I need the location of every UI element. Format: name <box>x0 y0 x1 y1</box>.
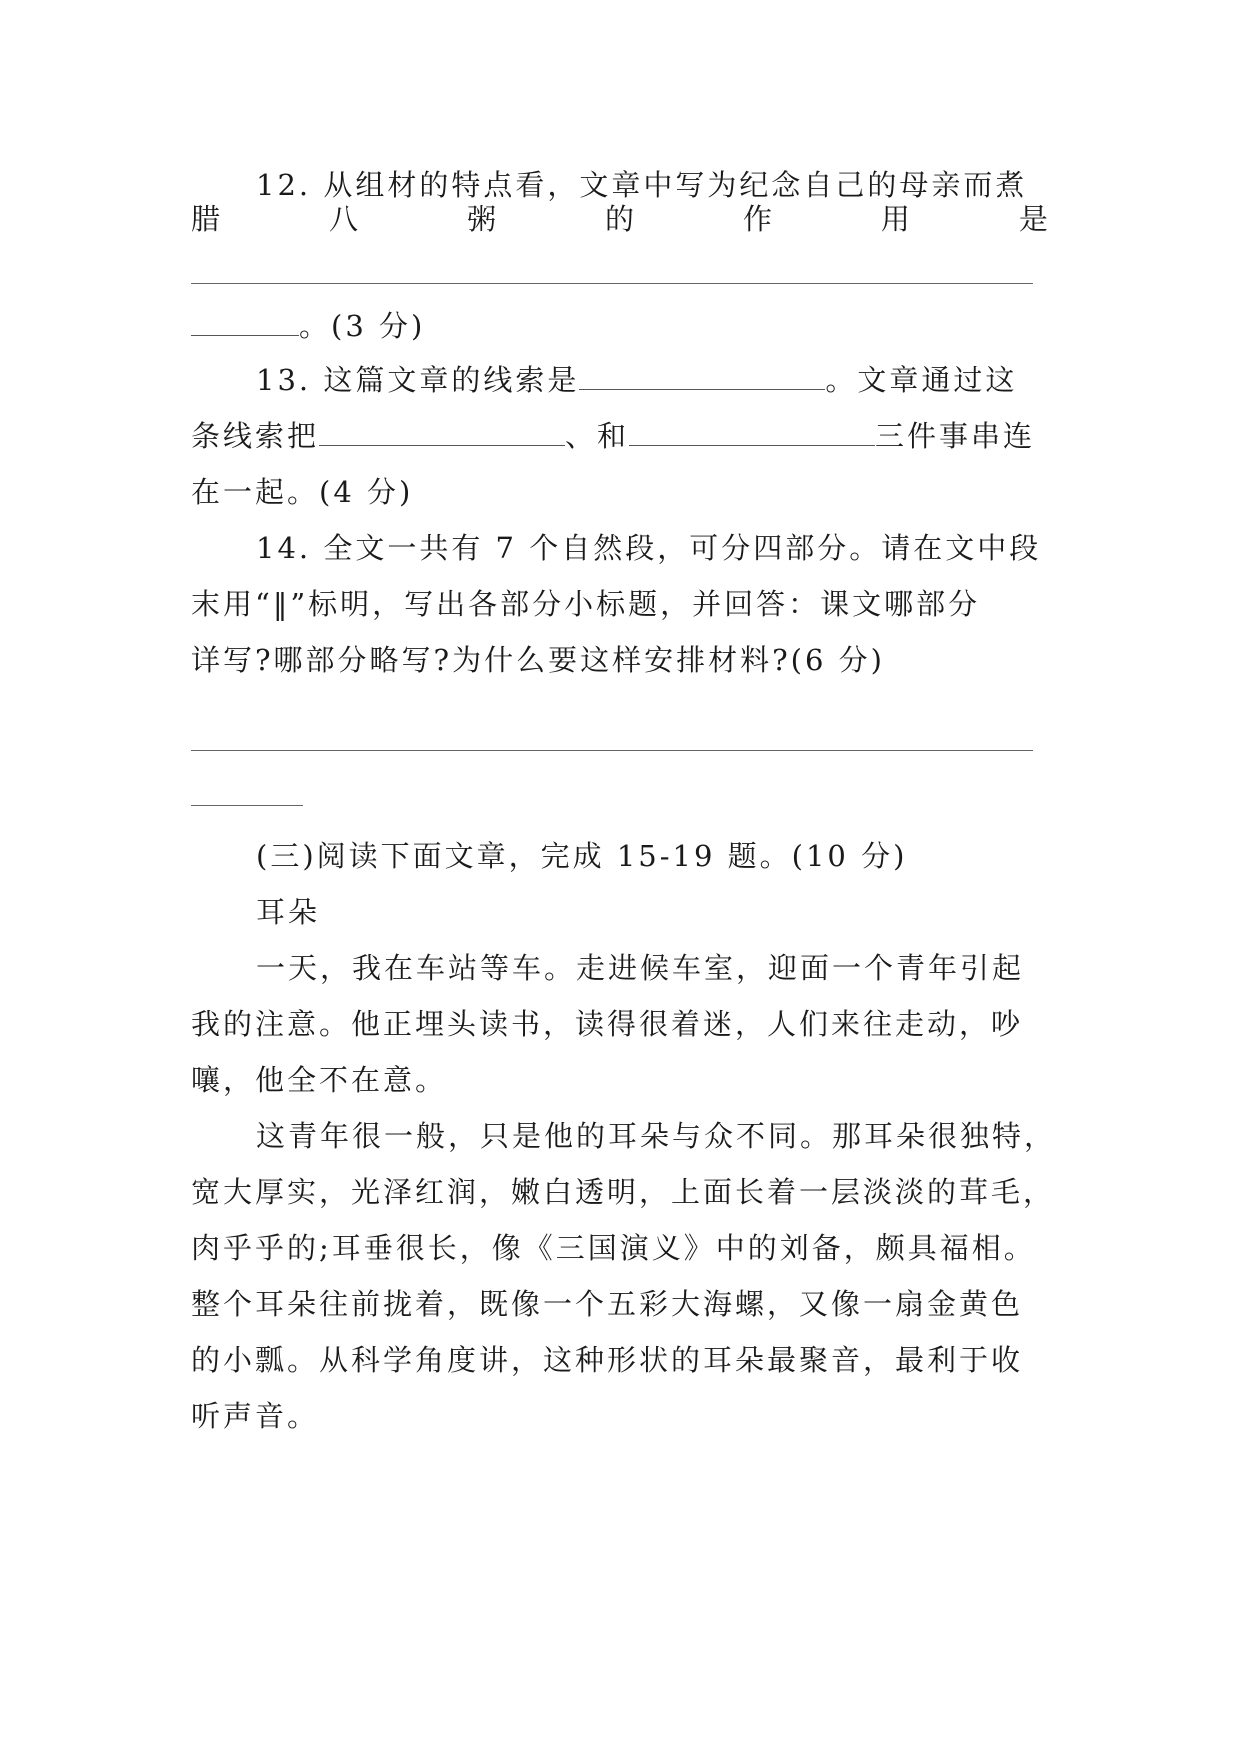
q12-char: 的 <box>604 202 637 236</box>
q13-text-c: 条线索把 <box>191 419 320 453</box>
q12-char: 粥 <box>466 202 499 236</box>
q13-line-3: 在一起。(4 分) <box>191 475 414 509</box>
q12-char: 作 <box>742 202 775 236</box>
paragraph-2-line: 肉乎乎的;耳垂很长，像《三国演义》中的刘备，颇具福相。 <box>191 1231 1036 1265</box>
q12-char: 八 <box>328 202 361 236</box>
q12-line-4 <box>191 306 1051 346</box>
q13-text-d: 、和 <box>565 419 630 453</box>
q14-answer-line-2[interactable] <box>191 805 303 806</box>
q13-text-b: 。文章通过这 <box>825 363 1018 397</box>
q13-clue-blank[interactable] <box>579 363 825 390</box>
q13-event-blank-2[interactable] <box>629 419 875 446</box>
paragraph-2-line: 这青年很一般，只是他的耳朵与众不同。那耳朵很独特， <box>256 1119 1057 1153</box>
q12-line-1: 12. 从组材的特点看，文章中写为纪念自己的母亲而煮 <box>256 168 1028 202</box>
paragraph-1-line: 我的注意。他正埋头读书，读得很着迷，人们来往走动，吵 <box>191 1007 1024 1041</box>
q12-score: 。(3 分) <box>299 309 426 343</box>
paragraph-2-line: 听声音。 <box>191 1399 320 1433</box>
paragraph-2-line: 整个耳朵往前拢着，既像一个五彩大海螺，又像一扇金黄色 <box>191 1287 1024 1321</box>
q12-line-2 <box>191 199 1051 239</box>
q14-answer-line-1[interactable] <box>191 750 1033 751</box>
paragraph-1-line: 嚷，他全不在意。 <box>191 1063 448 1097</box>
q12-answer-blank[interactable] <box>191 309 299 336</box>
q13-text-a: 13. 这篇文章的线索是 <box>256 363 580 397</box>
paragraph-2-line: 宽大厚实，光泽红润，嫩白透明，上面长着一层淡淡的茸毛， <box>191 1175 1056 1209</box>
q14-line-3: 详写?哪部分略写?为什么要这样安排材料?(6 分) <box>191 643 885 677</box>
q12-char: 用 <box>880 202 913 236</box>
article-title: 耳朵 <box>256 895 321 929</box>
q13-text-e: 三件事串连 <box>875 419 1036 453</box>
section3-heading: (三)阅读下面文章，完成 15-19 题。(10 分) <box>256 839 908 873</box>
paragraph-2-line: 的小瓢。从科学角度讲，这种形状的耳朵最聚音，最利于收 <box>191 1343 1024 1377</box>
q13-line-1 <box>256 360 1051 400</box>
q12-char: 腊 <box>191 202 224 236</box>
q12-answer-line[interactable] <box>191 283 1033 284</box>
q13-event-blank-1[interactable] <box>319 419 565 446</box>
q14-line-2: 末用“‖”标明，写出各部分小标题，并回答：课文哪部分 <box>191 587 981 621</box>
paragraph-1-line: 一天，我在车站等车。走进候车室，迎面一个青年引起 <box>256 951 1025 985</box>
q14-line-1: 14. 全文一共有 7 个自然段，可分四部分。请在文中段 <box>256 531 1042 565</box>
q12-char: 是 <box>1018 202 1051 236</box>
q13-line-2 <box>191 416 1051 456</box>
